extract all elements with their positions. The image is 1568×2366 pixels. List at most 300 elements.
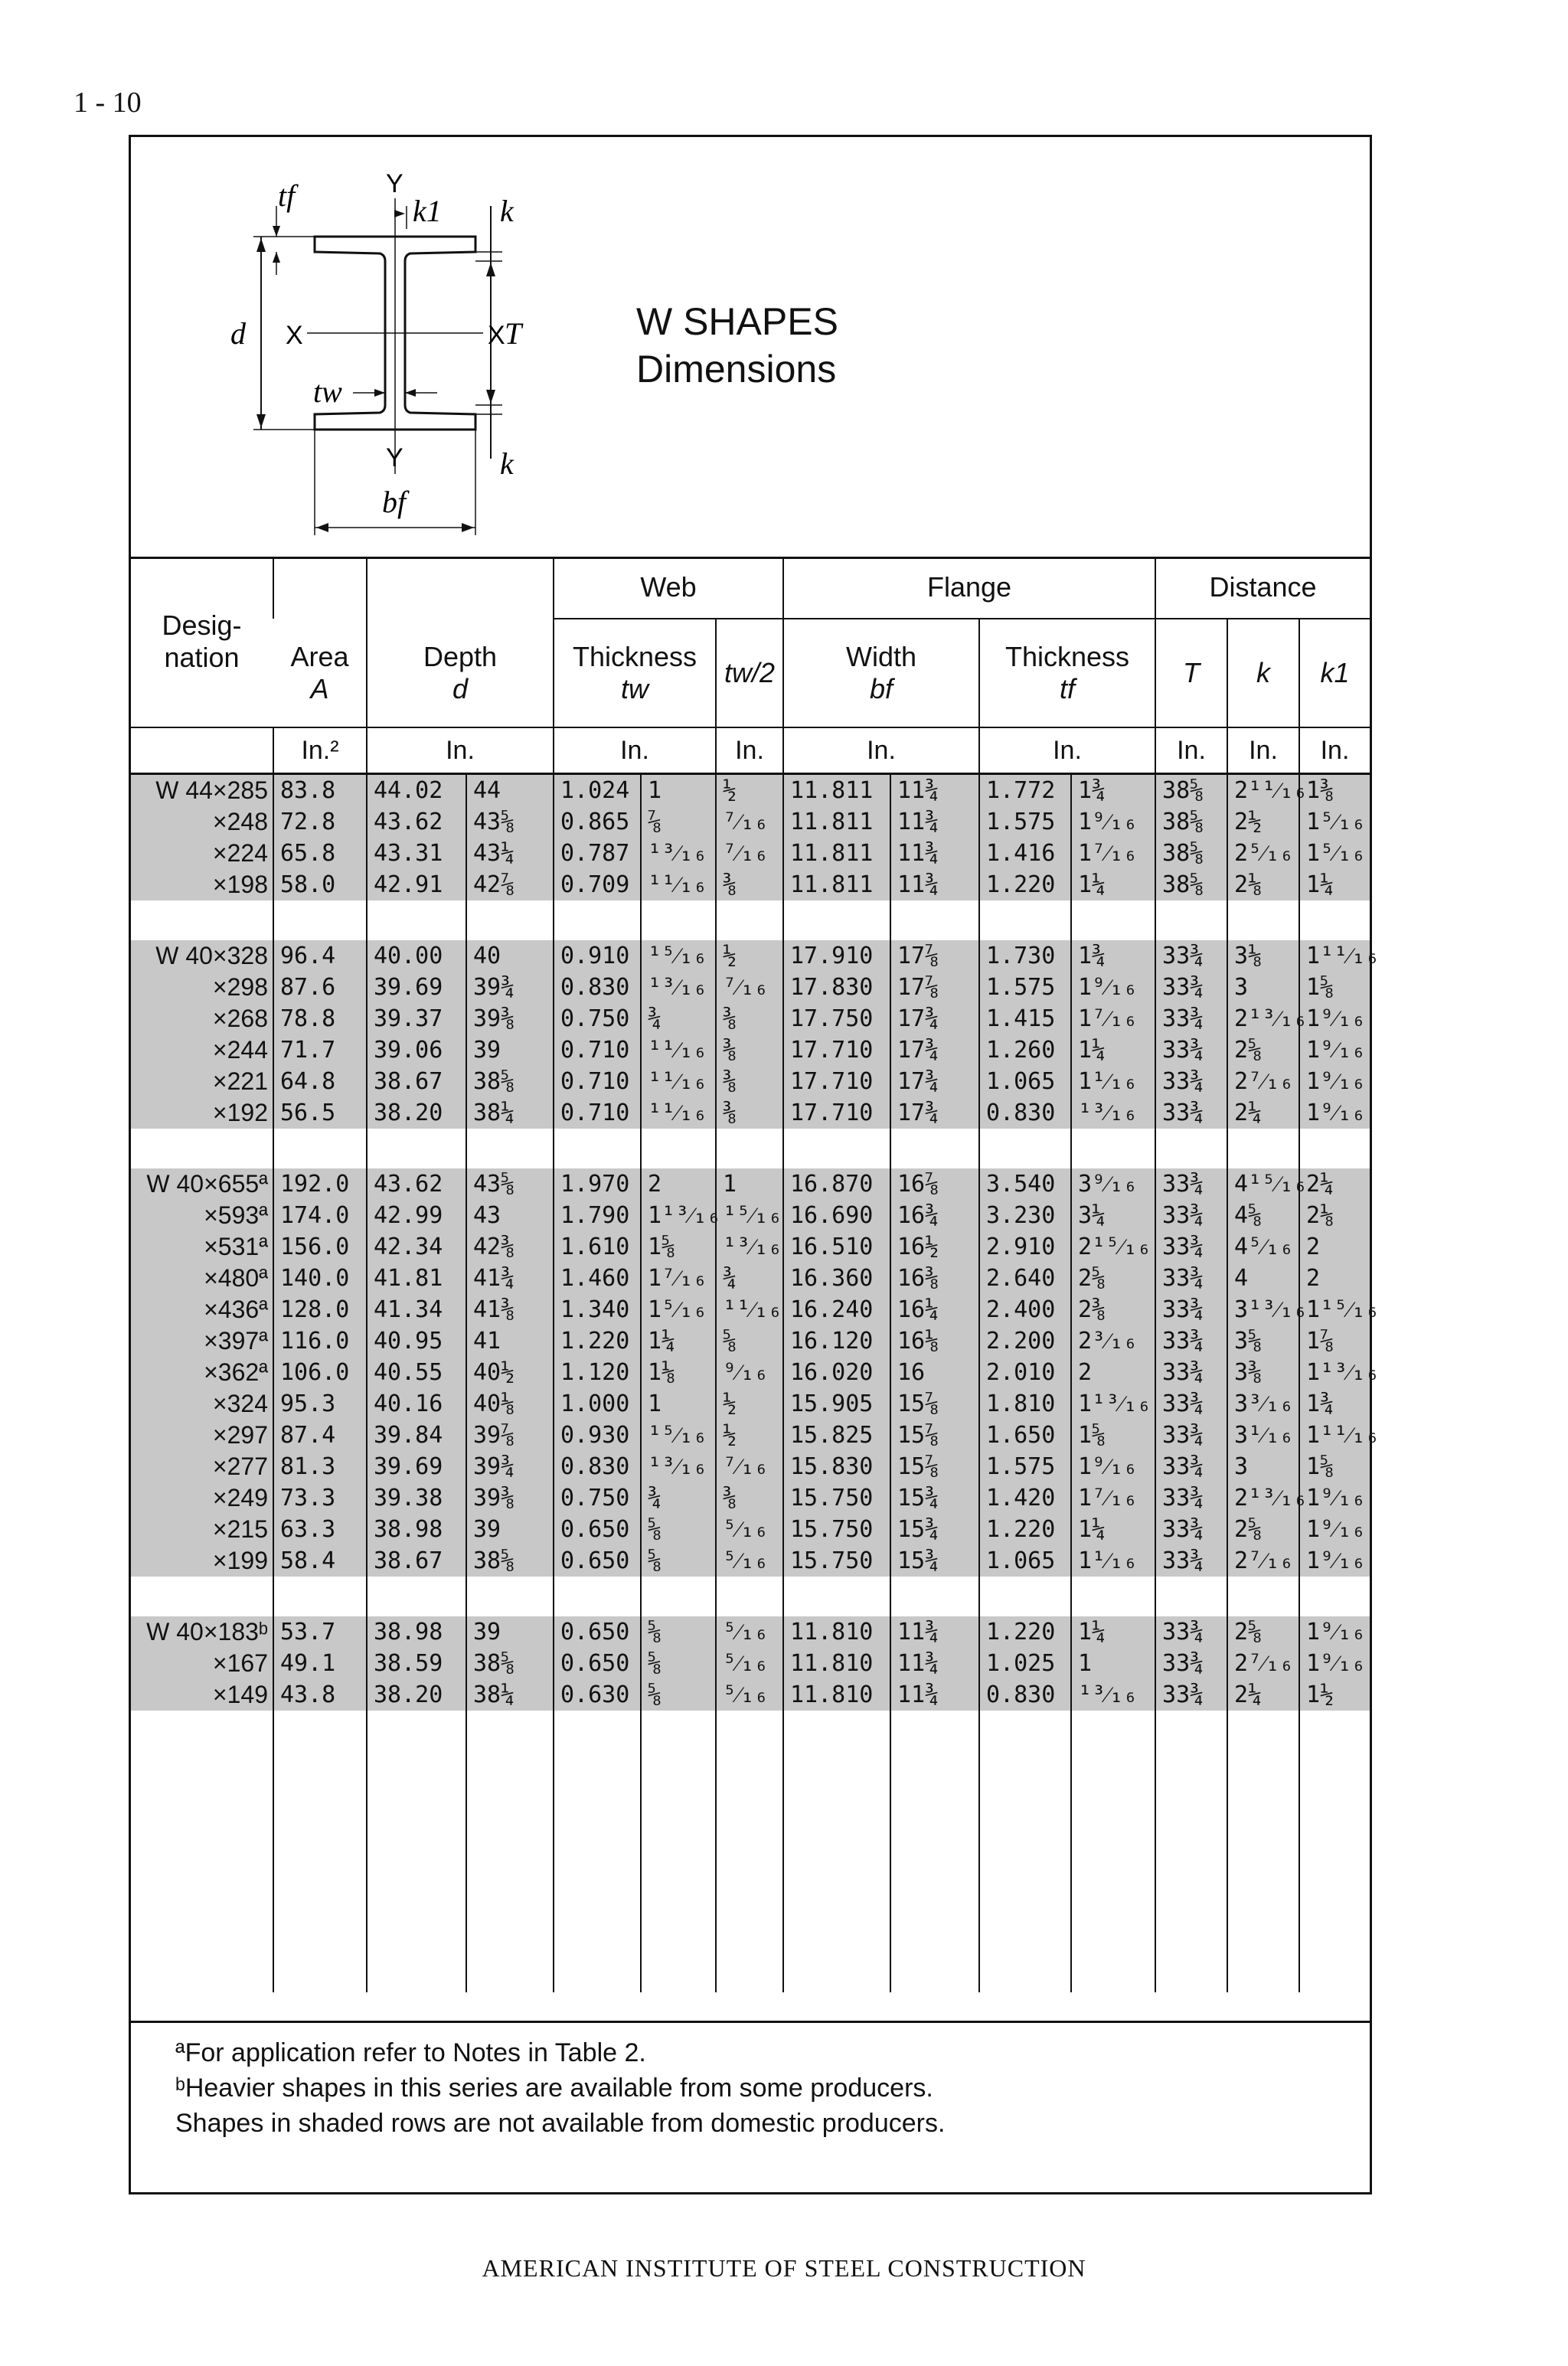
value-cell: 43¼: [466, 838, 554, 869]
value-cell: 1.575: [979, 972, 1071, 1003]
label-bf: bf: [382, 485, 407, 519]
value-cell: 1⁷⁄₁₆: [1071, 838, 1155, 869]
designation-cell: ×192: [131, 1097, 273, 1129]
value-cell: 40.00: [367, 940, 466, 972]
value-cell: 11.810: [783, 1616, 890, 1648]
value-cell: 2: [1299, 1231, 1370, 1263]
value-cell: 38¼: [466, 1097, 554, 1129]
value-cell: 42.99: [367, 1200, 466, 1231]
value-cell: ⅜: [716, 1034, 783, 1066]
value-cell: 40.16: [367, 1388, 466, 1420]
value-cell: 43.31: [367, 838, 466, 869]
table-row: [131, 1420, 1370, 1451]
value-cell: 1.220: [979, 1514, 1071, 1545]
value-cell: 41.34: [367, 1294, 466, 1325]
value-cell: 17.710: [783, 1066, 890, 1097]
value-cell: 40⅛: [466, 1388, 554, 1420]
value-cell: ¹¹⁄₁₆: [641, 869, 716, 900]
value-cell: 33¾: [1155, 1231, 1227, 1263]
value-cell: 0.710: [554, 1066, 641, 1097]
value-cell: 38⅝: [466, 1648, 554, 1679]
designation-cell: ×397ª: [131, 1325, 273, 1357]
value-cell: 38⅝: [1155, 869, 1227, 900]
value-cell: 38.98: [367, 1514, 466, 1545]
value-cell: ⅜: [716, 1003, 783, 1034]
value-cell: 43: [466, 1200, 554, 1231]
value-cell: 17¾: [890, 1066, 979, 1097]
value-cell: 2¹³⁄₁₆: [1227, 1482, 1299, 1514]
value-cell: 0.710: [554, 1097, 641, 1129]
value-cell: 11¾: [890, 774, 979, 807]
group-separator: [131, 1577, 1370, 1616]
value-cell: ⅝: [641, 1679, 716, 1711]
value-cell: 192.0: [273, 1168, 367, 1200]
value-cell: 1⁹⁄₁₆: [1299, 1616, 1370, 1648]
value-cell: ⁷⁄₁₆: [716, 806, 783, 838]
value-cell: 1¹³⁄₁₆: [641, 1200, 716, 1231]
value-cell: ⁹⁄₁₆: [716, 1357, 783, 1388]
value-cell: 33¾: [1155, 1066, 1227, 1097]
value-cell: 2.910: [979, 1231, 1071, 1263]
value-cell: 1⅝: [1071, 1420, 1155, 1451]
value-cell: 11¾: [890, 838, 979, 869]
value-cell: 1⅜: [1299, 774, 1370, 807]
header-tw-half: tw/2: [716, 619, 783, 727]
value-cell: 3.230: [979, 1200, 1071, 1231]
title-line-2: Dimensions: [636, 348, 837, 391]
value-cell: 15.825: [783, 1420, 890, 1451]
value-cell: 1.420: [979, 1482, 1071, 1514]
value-cell: 0.865: [554, 806, 641, 838]
value-cell: 1.000: [554, 1388, 641, 1420]
designation-cell: ×324: [131, 1388, 273, 1420]
value-cell: 39.38: [367, 1482, 466, 1514]
designation-cell: ×268: [131, 1003, 273, 1034]
value-cell: 33¾: [1155, 1514, 1227, 1545]
value-cell: 3¼: [1071, 1200, 1155, 1231]
value-cell: 72.8: [273, 806, 367, 838]
value-cell: 39: [466, 1514, 554, 1545]
table-row: [131, 1616, 1370, 1648]
value-cell: 1.575: [979, 1451, 1071, 1482]
value-cell: 1⅞: [1299, 1325, 1370, 1357]
value-cell: 15⅞: [890, 1420, 979, 1451]
value-cell: 16¾: [890, 1200, 979, 1231]
header-flange-thickness: Thickness tf: [979, 619, 1155, 727]
value-cell: 16.870: [783, 1168, 890, 1200]
value-cell: 11.811: [783, 838, 890, 869]
value-cell: 1⁵⁄₁₆: [1299, 806, 1370, 838]
label-k-bottom: k: [500, 446, 514, 481]
label-t: T: [505, 316, 522, 351]
value-cell: 0.630: [554, 1679, 641, 1711]
value-cell: 42⅞: [466, 869, 554, 900]
value-cell: 38⅝: [1155, 838, 1227, 869]
figure-title: [636, 298, 838, 393]
value-cell: 16.360: [783, 1263, 890, 1294]
header-distance: Distance: [1155, 557, 1370, 619]
value-cell: 43⅝: [466, 806, 554, 838]
table-body: [131, 774, 1380, 1993]
value-cell: 1⁹⁄₁₆: [1071, 972, 1155, 1003]
value-cell: 33¾: [1155, 1168, 1227, 1200]
value-cell: 39: [466, 1034, 554, 1066]
value-cell: 11¾: [890, 869, 979, 900]
value-cell: 17¾: [890, 1003, 979, 1034]
table-row: [131, 1357, 1370, 1388]
value-cell: 38⅝: [466, 1066, 554, 1097]
value-cell: 16.510: [783, 1231, 890, 1263]
value-cell: 38.20: [367, 1097, 466, 1129]
table-row: [131, 774, 1370, 807]
value-cell: 2⁷⁄₁₆: [1227, 1545, 1299, 1577]
value-cell: ¹³⁄₁₆: [641, 972, 716, 1003]
value-cell: 1¾: [1071, 774, 1155, 807]
value-cell: ⁵⁄₁₆: [716, 1679, 783, 1711]
value-cell: 1⁹⁄₁₆: [1299, 1482, 1370, 1514]
value-cell: 1.772: [979, 774, 1071, 807]
value-cell: 174.0: [273, 1200, 367, 1231]
value-cell: 11¾: [890, 1648, 979, 1679]
publisher-footer: AMERICAN INSTITUTE OF STEEL CONSTRUCTION: [482, 2254, 1086, 2282]
value-cell: 43.8: [273, 1679, 367, 1711]
value-cell: 4⅝: [1227, 1200, 1299, 1231]
unit-t: In.: [1155, 727, 1227, 774]
table-row: [131, 1034, 1370, 1066]
value-cell: 1¹⁄₁₆: [1071, 1545, 1155, 1577]
value-cell: 2⁷⁄₁₆: [1227, 1648, 1299, 1679]
value-cell: 0.709: [554, 869, 641, 900]
table-row: [131, 1097, 1370, 1129]
value-cell: 1¼: [641, 1325, 716, 1357]
footnote-shading: Shapes in shaded rows are not available from domestic producers.: [175, 2109, 946, 2138]
value-cell: 1¹³⁄₁₆: [1071, 1388, 1155, 1420]
value-cell: 39.06: [367, 1034, 466, 1066]
value-cell: 33¾: [1155, 940, 1227, 972]
value-cell: 2⅝: [1071, 1263, 1155, 1294]
value-cell: 1.065: [979, 1066, 1071, 1097]
w-shape-figure: [131, 137, 1370, 559]
value-cell: 106.0: [273, 1357, 367, 1388]
unit-flange-thickness: In.: [979, 727, 1155, 774]
table-row: [131, 838, 1370, 869]
value-cell: 1⁹⁄₁₆: [1299, 1514, 1370, 1545]
dimensions-table: [131, 557, 1380, 1992]
value-cell: 11¾: [890, 1679, 979, 1711]
value-cell: 2⁵⁄₁₆: [1227, 838, 1299, 869]
value-cell: 3⁹⁄₁₆: [1071, 1168, 1155, 1200]
value-cell: 39⅜: [466, 1482, 554, 1514]
value-cell: 11.811: [783, 806, 890, 838]
value-cell: 1.610: [554, 1231, 641, 1263]
header-dist-t: T: [1155, 619, 1227, 727]
value-cell: 17.750: [783, 1003, 890, 1034]
value-cell: 43⅝: [466, 1168, 554, 1200]
value-cell: 2¹³⁄₁₆: [1227, 1003, 1299, 1034]
value-cell: 3⅜: [1227, 1357, 1299, 1388]
value-cell: 2¹¹⁄₁₆: [1227, 774, 1299, 807]
value-cell: 1: [1071, 1648, 1155, 1679]
value-cell: 40.95: [367, 1325, 466, 1357]
value-cell: 15¾: [890, 1545, 979, 1577]
value-cell: 2¼: [1227, 1679, 1299, 1711]
value-cell: ¾: [641, 1003, 716, 1034]
value-cell: 16⅞: [890, 1168, 979, 1200]
value-cell: 0.750: [554, 1482, 641, 1514]
header-flange: Flange: [783, 557, 1155, 619]
value-cell: 1⁹⁄₁₆: [1299, 1066, 1370, 1097]
value-cell: 33¾: [1155, 1097, 1227, 1129]
value-cell: 39.69: [367, 1451, 466, 1482]
value-cell: 2³⁄₁₆: [1071, 1325, 1155, 1357]
value-cell: ⁵⁄₁₆: [716, 1514, 783, 1545]
value-cell: 2: [641, 1168, 716, 1200]
value-cell: 3⅝: [1227, 1325, 1299, 1357]
value-cell: 4⁵⁄₁₆: [1227, 1231, 1299, 1263]
value-cell: 73.3: [273, 1482, 367, 1514]
value-cell: 87.6: [273, 972, 367, 1003]
value-cell: 40: [466, 940, 554, 972]
value-cell: 33¾: [1155, 1357, 1227, 1388]
value-cell: 39¾: [466, 972, 554, 1003]
value-cell: 1.220: [979, 1616, 1071, 1648]
label-tw: tw: [313, 374, 342, 409]
value-cell: 2⁷⁄₁₆: [1227, 1066, 1299, 1097]
group-separator: [131, 1129, 1370, 1168]
value-cell: 1: [716, 1168, 783, 1200]
value-cell: 17.710: [783, 1097, 890, 1129]
value-cell: 15.750: [783, 1514, 890, 1545]
value-cell: 44: [466, 774, 554, 807]
table-row: [131, 1168, 1370, 1200]
value-cell: 16½: [890, 1231, 979, 1263]
value-cell: 33¾: [1155, 972, 1227, 1003]
designation-cell: ×224: [131, 838, 273, 869]
value-cell: 71.7: [273, 1034, 367, 1066]
value-cell: 2⅛: [1299, 1200, 1370, 1231]
value-cell: 3: [1227, 1451, 1299, 1482]
value-cell: 0.930: [554, 1420, 641, 1451]
value-cell: 2½: [1227, 806, 1299, 838]
value-cell: 11.810: [783, 1679, 890, 1711]
value-cell: 1⅝: [641, 1231, 716, 1263]
value-cell: 1¼: [1071, 1034, 1155, 1066]
value-cell: 95.3: [273, 1388, 367, 1420]
value-cell: 1.415: [979, 1003, 1071, 1034]
value-cell: 38⅝: [1155, 774, 1227, 807]
value-cell: 1⁹⁄₁₆: [1071, 1451, 1155, 1482]
value-cell: 40½: [466, 1357, 554, 1388]
table-row: [131, 1003, 1370, 1034]
value-cell: 1.220: [979, 869, 1071, 900]
value-cell: 33¾: [1155, 1616, 1227, 1648]
value-cell: 1.024: [554, 774, 641, 807]
value-cell: ⁵⁄₁₆: [716, 1545, 783, 1577]
value-cell: 0.787: [554, 838, 641, 869]
value-cell: 2: [1071, 1357, 1155, 1388]
unit-tw-half: In.: [716, 727, 783, 774]
value-cell: 15¾: [890, 1482, 979, 1514]
value-cell: 2⅝: [1227, 1034, 1299, 1066]
value-cell: 33¾: [1155, 1420, 1227, 1451]
value-cell: 3¹⁄₁₆: [1227, 1420, 1299, 1451]
value-cell: 15⅞: [890, 1451, 979, 1482]
unit-depth: In.: [367, 727, 554, 774]
designation-cell: ×198: [131, 869, 273, 900]
value-cell: 1¹³⁄₁₆: [1299, 1357, 1370, 1388]
table-row: [131, 1325, 1370, 1357]
value-cell: 2.640: [979, 1263, 1071, 1294]
value-cell: 38¼: [466, 1679, 554, 1711]
value-cell: 65.8: [273, 838, 367, 869]
value-cell: ¹¹⁄₁₆: [641, 1097, 716, 1129]
designation-cell: ×480ª: [131, 1263, 273, 1294]
w-shape-cross-section-diagram: [200, 152, 629, 551]
value-cell: ⅝: [641, 1648, 716, 1679]
table-row: [131, 869, 1370, 900]
value-cell: 0.830: [979, 1097, 1071, 1129]
value-cell: 78.8: [273, 1003, 367, 1034]
value-cell: ⁷⁄₁₆: [716, 1451, 783, 1482]
value-cell: ⁷⁄₁₆: [716, 972, 783, 1003]
designation-cell: ×149: [131, 1679, 273, 1711]
value-cell: 33¾: [1155, 1263, 1227, 1294]
value-cell: 1¹⁄₁₆: [1071, 1066, 1155, 1097]
value-cell: 1⁷⁄₁₆: [1071, 1003, 1155, 1034]
header-web-thickness: Thickness tw: [554, 619, 716, 727]
value-cell: 11¾: [890, 1616, 979, 1648]
designation-cell: ×215: [131, 1514, 273, 1545]
value-cell: ¹³⁄₁₆: [716, 1231, 783, 1263]
value-cell: 15.830: [783, 1451, 890, 1482]
value-cell: ½: [716, 1388, 783, 1420]
value-cell: 1⁹⁄₁₆: [1071, 806, 1155, 838]
value-cell: 33¾: [1155, 1679, 1227, 1711]
footnotes: [131, 2021, 1370, 2192]
value-cell: 33¾: [1155, 1294, 1227, 1325]
value-cell: 42⅜: [466, 1231, 554, 1263]
value-cell: ½: [716, 1420, 783, 1451]
value-cell: 1¾: [1071, 940, 1155, 972]
table-row: [131, 1263, 1370, 1294]
value-cell: ⅝: [641, 1616, 716, 1648]
value-cell: 33¾: [1155, 1648, 1227, 1679]
value-cell: 17.830: [783, 972, 890, 1003]
value-cell: 128.0: [273, 1294, 367, 1325]
value-cell: 1⁷⁄₁₆: [641, 1263, 716, 1294]
value-cell: 16⅜: [890, 1263, 979, 1294]
value-cell: 2.200: [979, 1325, 1071, 1357]
value-cell: 15¾: [890, 1514, 979, 1545]
value-cell: 1⁷⁄₁₆: [1071, 1482, 1155, 1514]
value-cell: ⅞: [641, 806, 716, 838]
value-cell: 15.750: [783, 1545, 890, 1577]
value-cell: 38⅝: [466, 1545, 554, 1577]
value-cell: ½: [716, 940, 783, 972]
value-cell: 2⅜: [1071, 1294, 1155, 1325]
group-separator: [131, 900, 1370, 940]
value-cell: ⅜: [716, 869, 783, 900]
value-cell: ⅜: [716, 1066, 783, 1097]
value-cell: 1.416: [979, 838, 1071, 869]
value-cell: 0.830: [979, 1679, 1071, 1711]
value-cell: ¹³⁄₁₆: [1071, 1097, 1155, 1129]
table-row: [131, 1679, 1370, 1711]
designation-cell: ×199: [131, 1545, 273, 1577]
value-cell: 40.55: [367, 1357, 466, 1388]
unit-area: In.²: [273, 727, 367, 774]
value-cell: 38.59: [367, 1648, 466, 1679]
value-cell: 33¾: [1155, 1034, 1227, 1066]
value-cell: 38⅝: [1155, 806, 1227, 838]
value-cell: ¹⁵⁄₁₆: [641, 940, 716, 972]
label-tf: tf: [278, 178, 296, 213]
value-cell: 15.750: [783, 1482, 890, 1514]
value-cell: 2¹⁵⁄₁₆: [1071, 1231, 1155, 1263]
value-cell: 15.905: [783, 1388, 890, 1420]
value-cell: ¹¹⁄₁₆: [641, 1034, 716, 1066]
value-cell: 53.7: [273, 1616, 367, 1648]
value-cell: ¹⁵⁄₁₆: [716, 1200, 783, 1231]
value-cell: 41.81: [367, 1263, 466, 1294]
table-frame: [129, 135, 1380, 2194]
value-cell: 96.4: [273, 940, 367, 972]
value-cell: 83.8: [273, 774, 367, 807]
value-cell: 2.010: [979, 1357, 1071, 1388]
value-cell: 42.91: [367, 869, 466, 900]
value-cell: 1⁹⁄₁₆: [1299, 1034, 1370, 1066]
value-cell: ⅝: [716, 1325, 783, 1357]
value-cell: ¹³⁄₁₆: [1071, 1679, 1155, 1711]
empty-space-row: [131, 1711, 1370, 1992]
value-cell: 33¾: [1155, 1545, 1227, 1577]
value-cell: 38.98: [367, 1616, 466, 1648]
value-cell: 33¾: [1155, 1200, 1227, 1231]
table-row: [131, 1231, 1370, 1263]
label-y-top: Y: [386, 169, 403, 198]
designation-cell: W 40×183ᵇ: [131, 1616, 273, 1648]
value-cell: ⅝: [641, 1545, 716, 1577]
table-row: [131, 1066, 1370, 1097]
footnote-b: ᵇHeavier shapes in this series are available from some producers.: [175, 2074, 933, 2103]
value-cell: 39¾: [466, 1451, 554, 1482]
value-cell: 116.0: [273, 1325, 367, 1357]
value-cell: 16⅛: [890, 1325, 979, 1357]
value-cell: 42.34: [367, 1231, 466, 1263]
value-cell: ⁵⁄₁₆: [716, 1648, 783, 1679]
designation-cell: ×298: [131, 972, 273, 1003]
table-row: [131, 1200, 1370, 1231]
header-dist-k: k: [1227, 619, 1299, 727]
label-d: d: [230, 316, 246, 351]
value-cell: 2.400: [979, 1294, 1071, 1325]
value-cell: 58.4: [273, 1545, 367, 1577]
value-cell: 58.0: [273, 869, 367, 900]
value-cell: 39⅞: [466, 1420, 554, 1451]
value-cell: 1¼: [1071, 869, 1155, 900]
table-row: [131, 1545, 1370, 1577]
value-cell: 16: [890, 1357, 979, 1388]
value-cell: 4¹⁵⁄₁₆: [1227, 1168, 1299, 1200]
value-cell: 17¾: [890, 1034, 979, 1066]
value-cell: ¾: [716, 1263, 783, 1294]
value-cell: 41¾: [466, 1263, 554, 1294]
table-row: [131, 940, 1370, 972]
value-cell: 38.20: [367, 1679, 466, 1711]
value-cell: ⅜: [716, 1097, 783, 1129]
value-cell: 43.62: [367, 1168, 466, 1200]
value-cell: 11.810: [783, 1648, 890, 1679]
